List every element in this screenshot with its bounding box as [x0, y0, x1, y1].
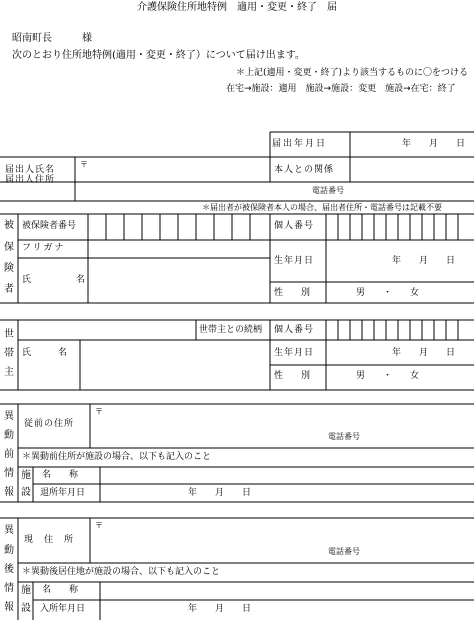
mark-instruction: ＊上記(適用・変更・終了)より該当するものに〇をつける	[236, 68, 469, 78]
after-entry-date-label: 入所年月日	[40, 604, 86, 614]
insured-furigana-label: フリガナ	[22, 243, 66, 253]
intro-text: 次のとおり住所地特例(適用・変更・終了）について届け出ます。	[12, 50, 305, 61]
before-address-label: 従前の住所	[24, 419, 75, 429]
before-section-char: 異	[4, 411, 14, 422]
household-sex-field[interactable]: 男 ・ 女	[356, 371, 420, 381]
household-personal-number-label: 個人番号	[274, 325, 315, 335]
after-section-char: 後	[4, 564, 14, 575]
after-facility-name-label: 名 称	[42, 585, 79, 595]
before-section-char: 前	[4, 449, 14, 460]
before-postal-mark: 〒	[95, 407, 103, 416]
insured-furigana-field[interactable]	[89, 241, 269, 257]
relation-field[interactable]	[351, 158, 473, 181]
applicant-address-field[interactable]	[76, 183, 473, 200]
household-relation-label: 世帯主との続柄	[199, 325, 263, 335]
insured-number-field[interactable]	[89, 215, 269, 239]
insured-section-char: 者	[4, 284, 14, 295]
before-leave-date-label: 退所年月日	[40, 488, 86, 498]
after-section-char: 報	[4, 602, 14, 613]
household-name-field[interactable]	[81, 341, 269, 389]
after-facility-note: ＊異動後居住地が施設の場合、以下も記入のこと	[22, 567, 221, 577]
submission-date-label: 届出年月日	[272, 139, 328, 149]
after-address-label: 現 住 所	[24, 535, 75, 545]
insured-number-label: 被保険者番号	[22, 221, 77, 231]
before-section-char: 動	[4, 430, 14, 441]
household-birth-field[interactable]: 年 月 日	[392, 348, 456, 358]
after-facility-char: 設	[21, 603, 31, 614]
after-entry-date-field[interactable]: 年 月 日	[188, 604, 252, 614]
applicant-note: ＊届出者が被保険者本人の場合、届出者住所・電話番号は記載不要	[202, 203, 442, 212]
before-section-char: 情	[4, 468, 14, 479]
household-name-label: 氏 名	[22, 348, 68, 358]
after-facility-char: 施	[21, 585, 31, 596]
after-postal-mark: 〒	[95, 521, 103, 530]
insured-section-char: 被	[4, 220, 14, 231]
insured-name-field[interactable]	[89, 259, 269, 302]
after-section-char: 異	[4, 525, 14, 536]
household-birth-label: 生年月日	[274, 348, 315, 358]
before-address-field[interactable]	[91, 405, 473, 447]
household-sex-label: 性 別	[274, 371, 311, 381]
case-legend: 在宅→施設：適用 施設→施設：変更 施設→在宅：終了	[226, 84, 456, 94]
insured-birth-label: 生年月日	[274, 256, 315, 266]
before-facility-char: 施	[21, 470, 31, 481]
insured-personal-number-field[interactable]	[327, 215, 473, 239]
after-address-field[interactable]	[91, 519, 473, 562]
applicant-phone-label: 電話番号	[312, 186, 344, 195]
household-relation-field[interactable]	[19, 321, 195, 339]
insured-name-label: 氏 名	[22, 275, 86, 285]
applicant-name-field[interactable]	[76, 158, 269, 181]
addressee: 昭南町長 様	[12, 33, 92, 44]
after-section-char: 動	[4, 545, 14, 556]
before-leave-date-field[interactable]: 年 月 日	[188, 488, 252, 498]
before-facility-note: ＊異動前住所が施設の場合、以下も記入のこと	[22, 452, 212, 462]
household-section-char: 帯	[4, 348, 14, 359]
insured-sex-label: 性 別	[274, 288, 311, 298]
insured-personal-number-label: 個人番号	[274, 221, 315, 231]
insured-section-char: 保	[4, 242, 14, 253]
applicant-address-label: 届出人住所	[5, 175, 56, 185]
insured-sex-field[interactable]: 男 ・ 女	[356, 288, 420, 298]
applicant-postal-mark: 〒	[80, 160, 88, 169]
after-section-char: 情	[4, 583, 14, 594]
insured-birth-field[interactable]: 年 月 日	[392, 256, 456, 266]
household-section-char: 世	[4, 329, 14, 340]
form-title: 介護保険住所地特例 適用・変更・終了 届	[137, 2, 337, 13]
after-facility-name-field[interactable]	[101, 583, 473, 599]
submission-date-field[interactable]: 年 月 日	[402, 139, 466, 149]
before-facility-char: 設	[21, 487, 31, 498]
before-facility-name-label: 名 称	[42, 470, 79, 480]
before-facility-name-field[interactable]	[101, 468, 473, 483]
after-phone-label: 電話番号	[328, 547, 360, 556]
household-personal-number-field[interactable]	[327, 321, 473, 339]
before-phone-label: 電話番号	[328, 432, 360, 441]
relation-label: 本人との関係	[274, 165, 335, 175]
before-section-char: 報	[4, 487, 14, 498]
insured-section-char: 険	[4, 263, 14, 274]
applicant-name-label: 届出人氏名	[5, 165, 56, 175]
household-section-char: 主	[4, 367, 14, 378]
